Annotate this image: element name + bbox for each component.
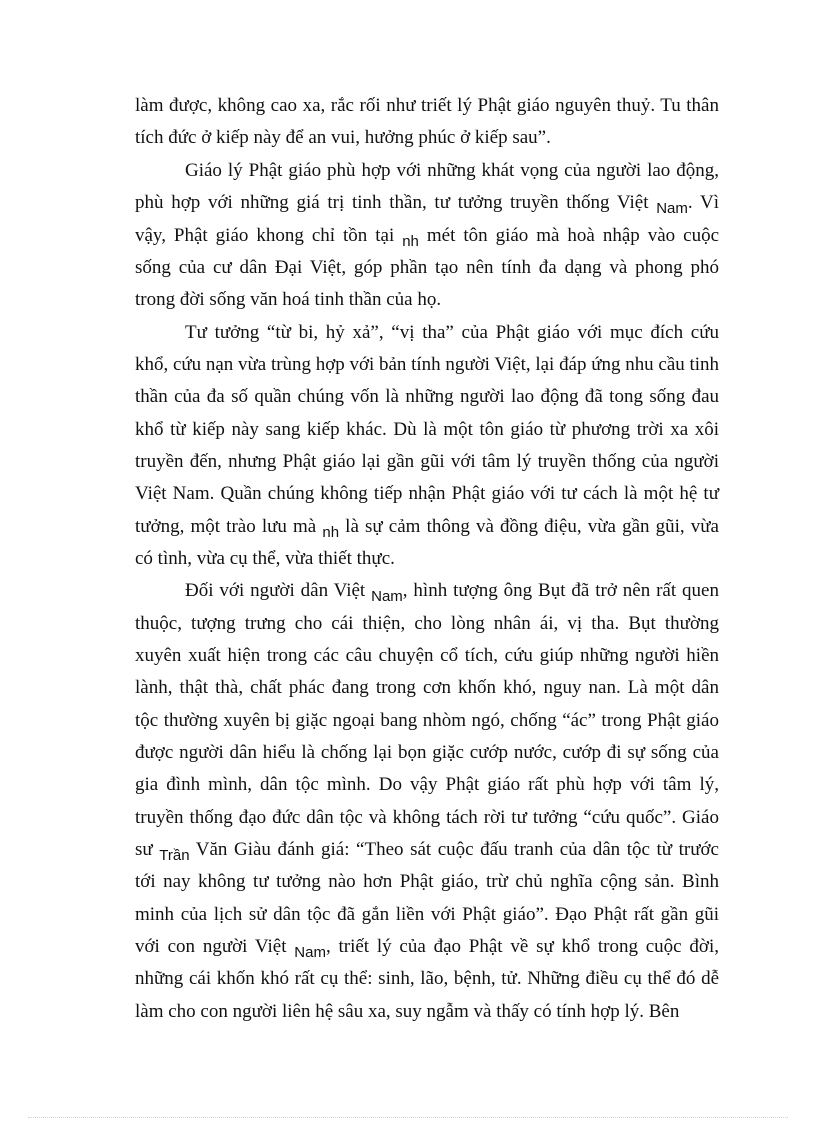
text-line: tích đức ở kiếp này để an vui, hưởng phúc ở kiếp sau”. <box>135 127 551 148</box>
text-run: . Vì <box>687 192 719 213</box>
text-line: thuộc, tượng trưng cho cái thiện, cho lòng nhân ái, vị tha. Bụt thường <box>135 613 719 634</box>
text-line <box>135 191 719 216</box>
text-line: tới nay không tư tưởng nào hơn Phật giáo, trừ chủ nghĩa cộng sản. Bình <box>135 871 719 892</box>
text-line: thần của đa số quần chúng vốn là những người lao động đã tong sống đau <box>135 386 719 407</box>
text-line: Việt Nam. Quần chúng không tiếp nhận Phật giáo với tư cách là một hệ tư <box>135 483 719 504</box>
text-line: khổ từ kiếp này sang kiếp khác. Dù là một tôn giáo từ phương trời xa xôi <box>135 419 719 440</box>
text-run: tưởng, một trào lưu mà <box>135 516 323 537</box>
inline-subscript-word: Nam <box>294 944 326 961</box>
text-line <box>135 515 719 540</box>
text-line: minh của lịch sử dân tộc đã gắn liền với Phật giáo”. Đạo Phật rất gần gũi <box>135 904 719 925</box>
text-line <box>135 224 719 249</box>
text-line: sống của cư dân Đại Việt, góp phần tạo nên tính đa dạng và phong phó <box>135 257 719 278</box>
inline-subscript-word: nh <box>322 524 340 541</box>
text-run: vậy, Phật giáo khong chỉ tồn tại <box>135 225 403 246</box>
inline-subscript-word: nh <box>402 233 419 250</box>
text-run: , hình tượng ông Bụt đã trở nên rất quen <box>402 580 719 601</box>
inline-subscript-word: Nam <box>371 588 403 605</box>
text-run: Đối với người dân Việt <box>185 580 372 601</box>
text-run: là sự cảm thông và đồng điệu, vừa gần gũi, vừa <box>339 516 719 537</box>
text-line: gia đình mình, dân tộc mình. Do vậy Phật giáo rất phù hợp với tâm lý, <box>135 774 719 795</box>
text-line: truyền thống đạo đức dân tộc và không tách rời tư tưởng “cứu quốc”. Giáo <box>135 807 719 828</box>
text-run: sư <box>135 839 160 860</box>
text-run: mét tôn giáo mà hoà nhập vào cuộc <box>418 225 719 246</box>
text-run: phù hợp với những giá trị tinh thần, tư tưởng truyền thống Việt <box>135 192 657 213</box>
text-line: xuyên xuất hiện trong các câu chuyện cổ tích, cứu giúp những người hiền <box>135 645 719 666</box>
text-line <box>135 838 719 863</box>
text-line <box>135 935 719 960</box>
inline-subscript-word: Nam <box>656 200 688 217</box>
text-line: lành, thật thà, chất phác đang trong cơn khốn khó, nguy nan. Là một dân <box>135 677 719 698</box>
page-bottom-rule <box>28 1117 788 1118</box>
inline-subscript-word: Trần <box>159 847 190 864</box>
text-line: Giáo lý Phật giáo phù hợp với những khát vọng của người lao động, <box>185 160 719 181</box>
text-line: được người dân hiểu là chống lại bọn giặc cướp nước, cướp đi sự sống của <box>135 742 719 763</box>
text-line: khổ, cứu nạn vừa trùng hợp với bản tính người Việt, lại đáp ứng nhu cầu tinh <box>135 354 719 375</box>
text-line: có tình, vừa cụ thể, vừa thiết thực. <box>135 548 395 569</box>
text-run: , triết lý của đạo Phật về sự khổ trong cuộc đời, <box>325 936 719 957</box>
text-line: trong đời sống văn hoá tinh thần của họ. <box>135 289 442 310</box>
text-line: tộc thường xuyên bị giặc ngoại bang nhòm ngó, chống “ác” trong Phật giáo <box>135 710 719 731</box>
text-line <box>185 579 719 604</box>
text-line: Tư tưởng “từ bi, hỷ xả”, “vị tha” của Phật giáo với mục đích cứu <box>185 322 719 343</box>
text-line: những cái khốn khó rất cụ thể: sinh, lão, bệnh, tử. Những điều cụ thể đó dễ <box>135 968 719 989</box>
text-line: làm được, không cao xa, rắc rối như triết lý Phật giáo nguyên thuỷ. Tu thân <box>135 95 719 116</box>
text-run: Văn Giàu đánh giá: “Theo sát cuộc đấu tranh của dân tộc từ trước <box>189 839 719 860</box>
text-run: với con người Việt <box>135 936 295 957</box>
text-line: truyền đến, nhưng Phật giáo lại gần gũi với tâm lý truyền thống của người <box>135 451 719 472</box>
text-line: làm cho con người liên hệ sâu xa, suy ngẫm và thấy có tính hợp lý. Bên <box>135 1001 680 1022</box>
